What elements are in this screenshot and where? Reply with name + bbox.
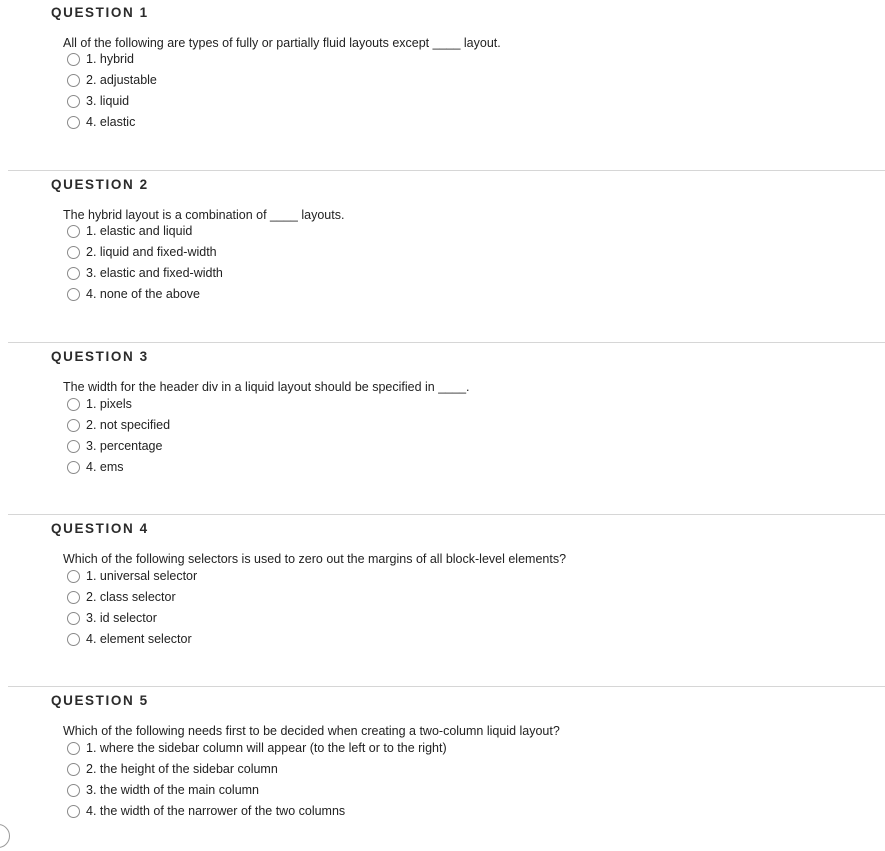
question-heading: QUESTION 2 — [51, 177, 149, 192]
question-3 — [0, 342, 885, 514]
question-prompt: Which of the following selectors is used to zero out the margins of all block-level elements? — [63, 552, 567, 566]
answer-option[interactable] — [67, 782, 259, 798]
question-4 — [0, 514, 885, 686]
answer-option-label: 3. elastic and fixed-width — [86, 266, 223, 280]
answer-option-label: 2. adjustable — [86, 73, 157, 87]
answer-option-label: 2. not specified — [86, 418, 171, 432]
radio-button[interactable] — [67, 74, 80, 87]
question-prompt: All of the following are types of fully or partially fluid layouts except ____ layout. — [63, 36, 501, 50]
radio-button[interactable] — [67, 398, 80, 411]
radio-button[interactable] — [67, 570, 80, 583]
answer-option[interactable] — [67, 244, 217, 260]
answer-option-label: 4. ems — [86, 460, 124, 474]
radio-button[interactable] — [67, 246, 80, 259]
answer-option[interactable] — [67, 589, 176, 605]
question-divider — [8, 686, 885, 687]
answer-option-label: 4. elastic — [86, 115, 136, 129]
radio-button[interactable] — [67, 633, 80, 646]
answer-option[interactable] — [67, 803, 345, 819]
radio-button[interactable] — [67, 742, 80, 755]
answer-option-label: 2. class selector — [86, 590, 176, 604]
answer-option-label: 3. id selector — [86, 611, 157, 625]
question-divider — [8, 342, 885, 343]
answer-option[interactable] — [67, 740, 447, 756]
radio-button[interactable] — [67, 805, 80, 818]
answer-option[interactable] — [67, 93, 129, 109]
radio-button[interactable] — [67, 95, 80, 108]
question-divider — [8, 514, 885, 515]
radio-button[interactable] — [67, 591, 80, 604]
answer-option[interactable] — [67, 265, 223, 281]
radio-button[interactable] — [67, 612, 80, 625]
question-heading: QUESTION 3 — [51, 349, 149, 364]
radio-button[interactable] — [67, 225, 80, 238]
question-2 — [0, 170, 885, 342]
radio-button[interactable] — [67, 763, 80, 776]
radio-button[interactable] — [67, 288, 80, 301]
answer-option[interactable] — [67, 114, 135, 130]
question-heading: QUESTION 5 — [51, 693, 149, 708]
question-heading: QUESTION 4 — [51, 521, 149, 536]
radio-button[interactable] — [67, 267, 80, 280]
answer-option-label: 1. where the sidebar column will appear (to the left or to the right) — [86, 741, 447, 755]
answer-option[interactable] — [67, 610, 157, 626]
answer-option-label: 4. the width of the narrower of the two columns — [86, 804, 346, 818]
answer-option-label: 4. element selector — [86, 632, 192, 646]
radio-button[interactable] — [67, 440, 80, 453]
answer-option-label: 2. liquid and fixed-width — [86, 245, 217, 259]
question-5 — [0, 686, 885, 851]
answer-option[interactable] — [67, 72, 157, 88]
answer-option-label: 1. hybrid — [86, 52, 134, 66]
answer-option-label: 1. pixels — [86, 397, 132, 411]
answer-option[interactable] — [67, 568, 197, 584]
answer-option-label: 3. liquid — [86, 94, 130, 108]
answer-option[interactable] — [67, 459, 124, 475]
question-heading: QUESTION 1 — [51, 5, 149, 20]
answer-option[interactable] — [67, 223, 192, 239]
question-prompt: The width for the header div in a liquid layout should be specified in ____. — [63, 380, 470, 394]
question-prompt: The hybrid layout is a combination of ____ layouts. — [63, 208, 345, 222]
answer-option-label: 1. elastic and liquid — [86, 224, 193, 238]
answer-option[interactable] — [67, 631, 192, 647]
answer-option[interactable] — [67, 417, 170, 433]
radio-button[interactable] — [67, 53, 80, 66]
question-1 — [0, 0, 885, 170]
answer-option-label: 4. none of the above — [86, 287, 200, 301]
radio-button[interactable] — [67, 461, 80, 474]
answer-option-label: 2. the height of the sidebar column — [86, 762, 278, 776]
answer-option[interactable] — [67, 438, 162, 454]
radio-button[interactable] — [67, 116, 80, 129]
answer-option-label: 1. universal selector — [86, 569, 198, 583]
answer-option[interactable] — [67, 286, 200, 302]
answer-option[interactable] — [67, 51, 134, 67]
radio-button[interactable] — [67, 419, 80, 432]
answer-option-label: 3. the width of the main column — [86, 783, 260, 797]
answer-option-label: 3. percentage — [86, 439, 163, 453]
answer-option[interactable] — [67, 761, 278, 777]
answer-option[interactable] — [67, 396, 132, 412]
question-divider — [8, 170, 885, 171]
radio-button[interactable] — [67, 784, 80, 797]
question-prompt: Which of the following needs first to be decided when creating a two-column liquid layout? — [63, 724, 560, 738]
